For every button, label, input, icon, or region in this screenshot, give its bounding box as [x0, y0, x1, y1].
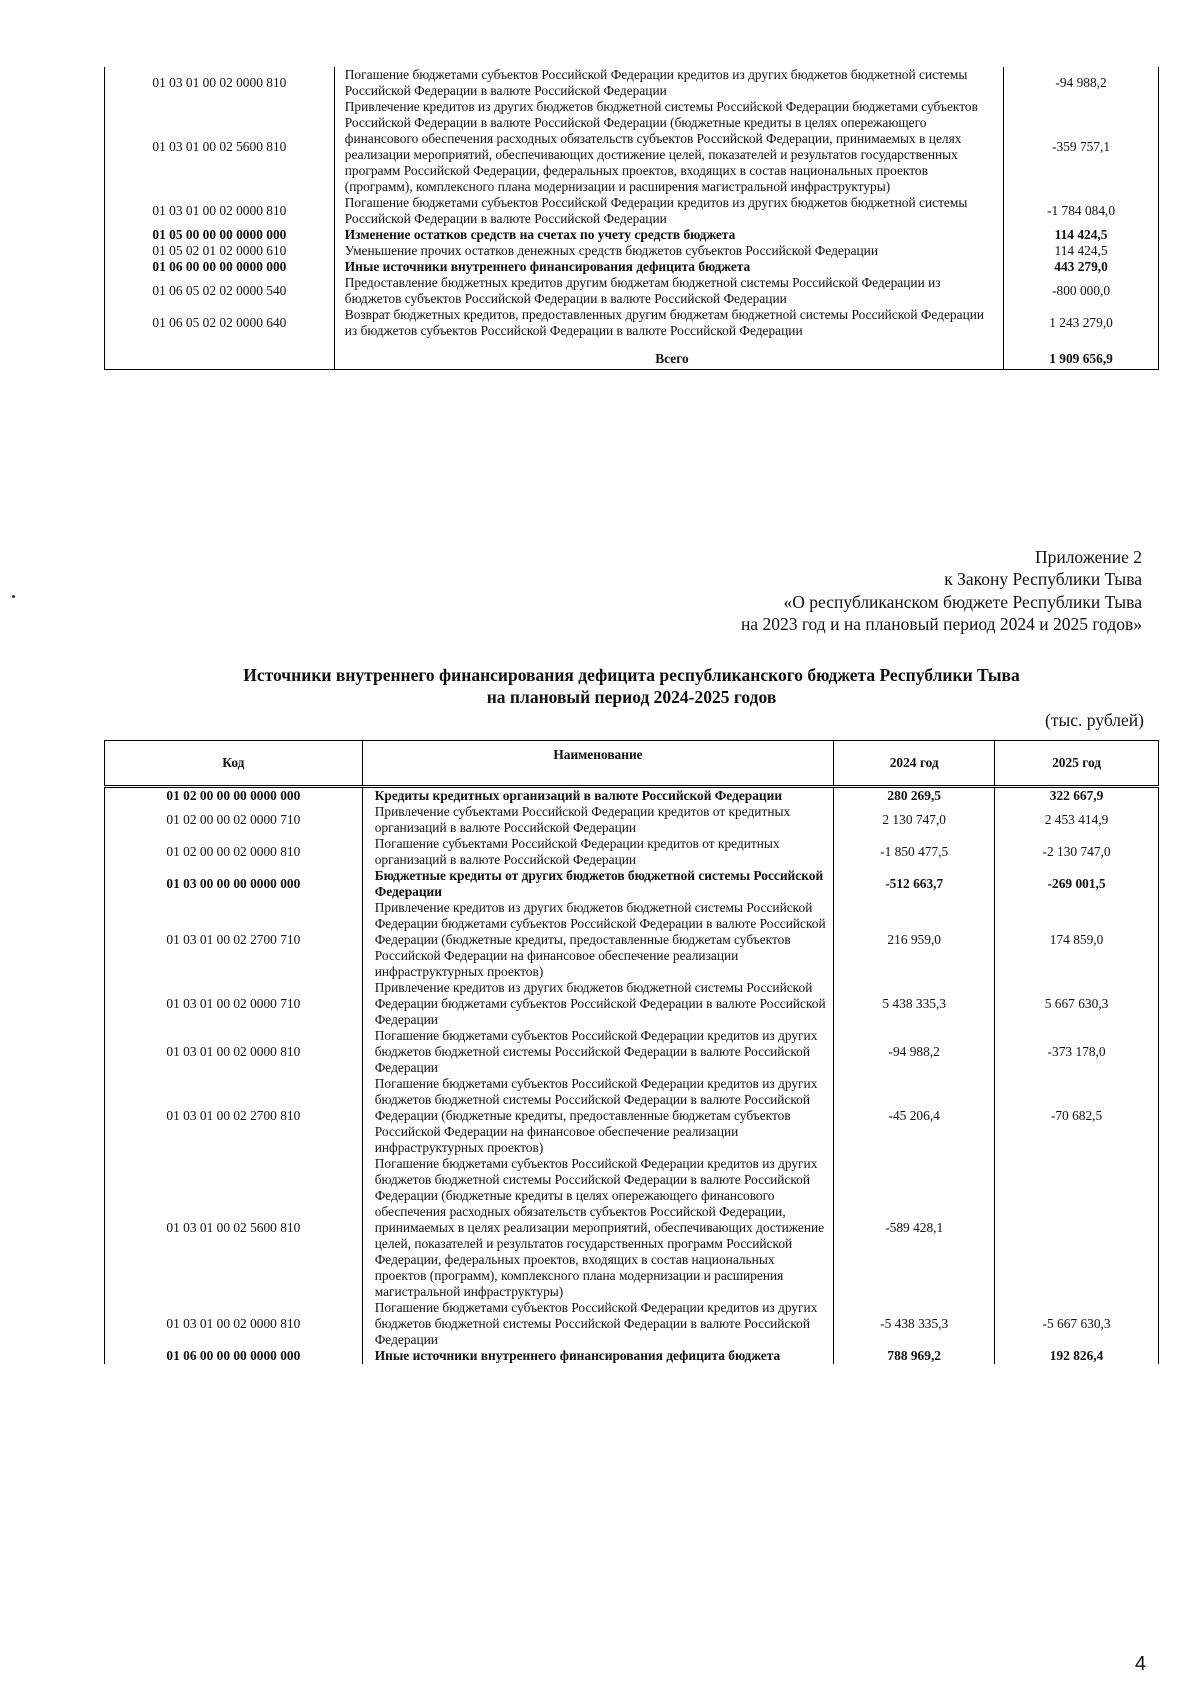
- row-name: Кредиты кредитных организаций в валюте Российской Федерации: [362, 787, 834, 805]
- appendix-header: [741, 546, 1142, 635]
- row-code: 01 03 01 00 02 2700 810: [105, 1076, 363, 1156]
- row-value-2025: [995, 1156, 1159, 1300]
- row-name: Предоставление бюджетных кредитов другим бюджетам бюджетной системы Российской Федерации из бюджетов субъектов Российской Федерации в валюте Российской Федерации: [334, 275, 1003, 307]
- main-table-row: [105, 980, 1159, 1028]
- header-code: Код: [105, 741, 363, 787]
- row-code: 01 02 00 00 02 0000 810: [105, 836, 363, 868]
- row-code: 01 03 01 00 02 0000 810: [105, 1028, 363, 1076]
- row-value: -359 757,1: [1004, 99, 1159, 195]
- total-row: [105, 349, 1159, 370]
- row-value: -94 988,2: [1004, 67, 1159, 99]
- top-table: [104, 67, 1159, 370]
- document-title: [104, 664, 1159, 708]
- row-name: Возврат бюджетных кредитов, предоставленных другим бюджетам бюджетной системы Российской Федерации из бюджетов субъектов Российской Федерации в валюте Российской Федерации: [334, 307, 1003, 339]
- total-label: Всего: [334, 349, 1003, 370]
- main-table-row: [105, 836, 1159, 868]
- total-value: 1 909 656,9: [1004, 349, 1159, 370]
- main-table-row: [105, 787, 1159, 805]
- row-value-2024: -5 438 335,3: [834, 1300, 995, 1348]
- main-table-row: [105, 900, 1159, 980]
- title-line-1: Источники внутреннего финансирования дефицита республиканского бюджета Республики Тыва: [243, 665, 1020, 685]
- row-value-2024: 5 438 335,3: [834, 980, 995, 1028]
- row-value: 114 424,5: [1004, 227, 1159, 243]
- scan-speck: [12, 595, 15, 598]
- row-value-2025: -269 001,5: [995, 868, 1159, 900]
- row-value-2024: -94 988,2: [834, 1028, 995, 1076]
- row-name: Привлечение кредитов из других бюджетов бюджетной системы Российской Федерации бюджетами субъектов Российской Федерации в валюте Российской Федерации: [362, 980, 834, 1028]
- row-value-2024: 788 969,2: [834, 1348, 995, 1364]
- row-value: 1 243 279,0: [1004, 307, 1159, 339]
- top-table-row: [105, 275, 1159, 307]
- spacer-cell: [105, 339, 335, 349]
- row-code: 01 06 00 00 00 0000 000: [105, 1348, 363, 1364]
- main-table-row: [105, 1028, 1159, 1076]
- row-value: -1 784 084,0: [1004, 195, 1159, 227]
- row-name: Иные источники внутреннего финансирования дефицита бюджета: [334, 259, 1003, 275]
- row-value-2025: -373 178,0: [995, 1028, 1159, 1076]
- main-table-row: [105, 868, 1159, 900]
- header-2024: 2024 год: [834, 741, 995, 787]
- row-name: Погашение бюджетами субъектов Российской Федерации кредитов из других бюджетов бюджетной системы Российской Федерации в валюте Российской Федерации: [334, 195, 1003, 227]
- top-table-row: [105, 307, 1159, 339]
- row-value-2024: 216 959,0: [834, 900, 995, 980]
- row-code: 01 03 01 00 02 5600 810: [105, 99, 335, 195]
- row-name: Привлечение кредитов из других бюджетов бюджетной системы Российской Федерации бюджетами субъектов Российской Федерации в валюте Российской Федерации (бюджетные кредиты в целях опережающего финансового обеспечения расходных обязательств субъектов Российской Федерации, принимаемых в целях реализации мероприятий, обеспечивающих достижение целей, показателей и результатов государственных программ Российской Федерации, федеральных проектов, входящих в состав национальных проектов (программ), комплексного плана модернизации и расширения магистральной инфраструктуры): [334, 99, 1003, 195]
- title-line-2: на плановый период 2024-2025 годов: [486, 687, 777, 707]
- row-name: Бюджетные кредиты от других бюджетов бюджетной системы Российской Федерации: [362, 868, 834, 900]
- row-value-2025: 174 859,0: [995, 900, 1159, 980]
- main-table-row: [105, 1300, 1159, 1348]
- row-name: Погашение бюджетами субъектов Российской Федерации кредитов из других бюджетов бюджетной системы Российской Федерации в валюте Российской Федерации: [362, 1300, 834, 1348]
- row-name: Иные источники внутреннего финансирования дефицита бюджета: [362, 1348, 834, 1364]
- main-table-row: [105, 1348, 1159, 1364]
- top-table-row: [105, 195, 1159, 227]
- row-name: Погашение бюджетами субъектов Российской Федерации кредитов из других бюджетов бюджетной системы Российской Федерации в валюте Российской Федерации: [362, 1028, 834, 1076]
- top-table-row: [105, 259, 1159, 275]
- total-code-cell: [105, 349, 335, 370]
- main-table-row: [105, 1076, 1159, 1156]
- page-number: 4: [1134, 1653, 1146, 1675]
- row-value-2025: 192 826,4: [995, 1348, 1159, 1364]
- top-table-row: [105, 99, 1159, 195]
- row-value: 443 279,0: [1004, 259, 1159, 275]
- row-value-2024: 2 130 747,0: [834, 804, 995, 836]
- row-code: 01 03 01 00 02 0000 810: [105, 195, 335, 227]
- row-name: Погашение субъектами Российской Федерации кредитов от кредитных организаций в валюте Российской Федерации: [362, 836, 834, 868]
- row-code: 01 03 01 00 02 0000 710: [105, 980, 363, 1028]
- row-value-2024: -1 850 477,5: [834, 836, 995, 868]
- header-2025: 2025 год: [995, 741, 1159, 787]
- appendix-line-2: к Закону Республики Тыва: [944, 569, 1142, 590]
- row-code: 01 02 00 00 02 0000 710: [105, 804, 363, 836]
- row-value-2025: 2 453 414,9: [995, 804, 1159, 836]
- row-value-2024: 280 269,5: [834, 787, 995, 805]
- row-code: 01 06 00 00 00 0000 000: [105, 259, 335, 275]
- row-value: -800 000,0: [1004, 275, 1159, 307]
- row-code: 01 03 01 00 02 5600 810: [105, 1156, 363, 1300]
- row-code: 01 06 05 02 02 0000 640: [105, 307, 335, 339]
- row-value-2025: -70 682,5: [995, 1076, 1159, 1156]
- row-value-2025: 322 667,9: [995, 787, 1159, 805]
- row-value-2025: 5 667 630,3: [995, 980, 1159, 1028]
- units-label: (тыс. рублей): [1045, 710, 1144, 730]
- top-table-row: [105, 227, 1159, 243]
- top-table-spacer: [105, 339, 1159, 349]
- appendix-line-3: «О республиканском бюджете Республики Тыва: [783, 591, 1142, 612]
- main-table-row: [105, 804, 1159, 836]
- row-name: Погашение бюджетами субъектов Российской Федерации кредитов из других бюджетов бюджетной системы Российской Федерации в валюте Российской Федерации: [334, 67, 1003, 99]
- row-name: Привлечение субъектами Российской Федерации кредитов от кредитных организаций в валюте Российской Федерации: [362, 804, 834, 836]
- appendix-line-4: на 2023 год и на плановый период 2024 и 2025 годов»: [740, 613, 1142, 634]
- row-code: 01 03 01 00 02 2700 710: [105, 900, 363, 980]
- row-name: Погашение бюджетами субъектов Российской Федерации кредитов из других бюджетов бюджетной системы Российской Федерации в валюте Российской Федерации (бюджетные кредиты в целях опережающего финансового обеспечения расходных обязательств субъектов Российской Федерации, принимаемых в целях реализации мероприятий, обеспечивающих достижение целей, показателей и результатов государственных программ Российской Федерации, федеральных проектов, входящих в состав национальных проектов (программ), комплексного плана модернизации и расширения магистральной инфраструктуры): [362, 1156, 834, 1300]
- header-name: Наименование: [362, 741, 834, 787]
- top-table-row: [105, 67, 1159, 99]
- row-name: Изменение остатков средств на счетах по учету средств бюджета: [334, 227, 1003, 243]
- row-code: 01 06 05 02 02 0000 540: [105, 275, 335, 307]
- main-table-header: [105, 741, 1159, 787]
- row-value-2024: -45 206,4: [834, 1076, 995, 1156]
- row-code: 01 05 00 00 00 0000 000: [105, 227, 335, 243]
- row-code: 01 05 02 01 02 0000 610: [105, 243, 335, 259]
- top-table-row: [105, 243, 1159, 259]
- row-value-2025: -2 130 747,0: [995, 836, 1159, 868]
- row-code: 01 03 01 00 02 0000 810: [105, 67, 335, 99]
- row-code: 01 03 01 00 02 0000 810: [105, 1300, 363, 1348]
- row-value-2024: -512 663,7: [834, 868, 995, 900]
- appendix-line-1: Приложение 2: [1034, 547, 1142, 567]
- top-table-body: [105, 67, 1159, 349]
- row-value: 114 424,5: [1004, 243, 1159, 259]
- row-name: Погашение бюджетами субъектов Российской Федерации кредитов из других бюджетов бюджетной системы Российской Федерации в валюте Российской Федерации (бюджетные кредиты, предоставленные бюджетам субъектов Российской Федерации на финансовое обеспечение реализации инфраструктурных проектов): [362, 1076, 834, 1156]
- row-code: 01 03 00 00 00 0000 000: [105, 868, 363, 900]
- row-value-2025: -5 667 630,3: [995, 1300, 1159, 1348]
- main-table: [104, 740, 1159, 1364]
- row-value-2024: -589 428,1: [834, 1156, 995, 1300]
- row-name: Привлечение кредитов из других бюджетов бюджетной системы Российской Федерации бюджетами субъектов Российской Федерации в валюте Российской Федерации (бюджетные кредиты, предоставленные бюджетам субъектов Российской Федерации на финансовое обеспечение реализации инфраструктурных проектов): [362, 900, 834, 980]
- main-table-body: [105, 787, 1159, 1365]
- row-code: 01 02 00 00 00 0000 000: [105, 787, 363, 805]
- row-name: Уменьшение прочих остатков денежных средств бюджетов субъектов Российской Федерации: [334, 243, 1003, 259]
- main-table-row: [105, 1156, 1159, 1300]
- spacer-cell: [1004, 339, 1159, 349]
- spacer-cell: [334, 339, 1003, 349]
